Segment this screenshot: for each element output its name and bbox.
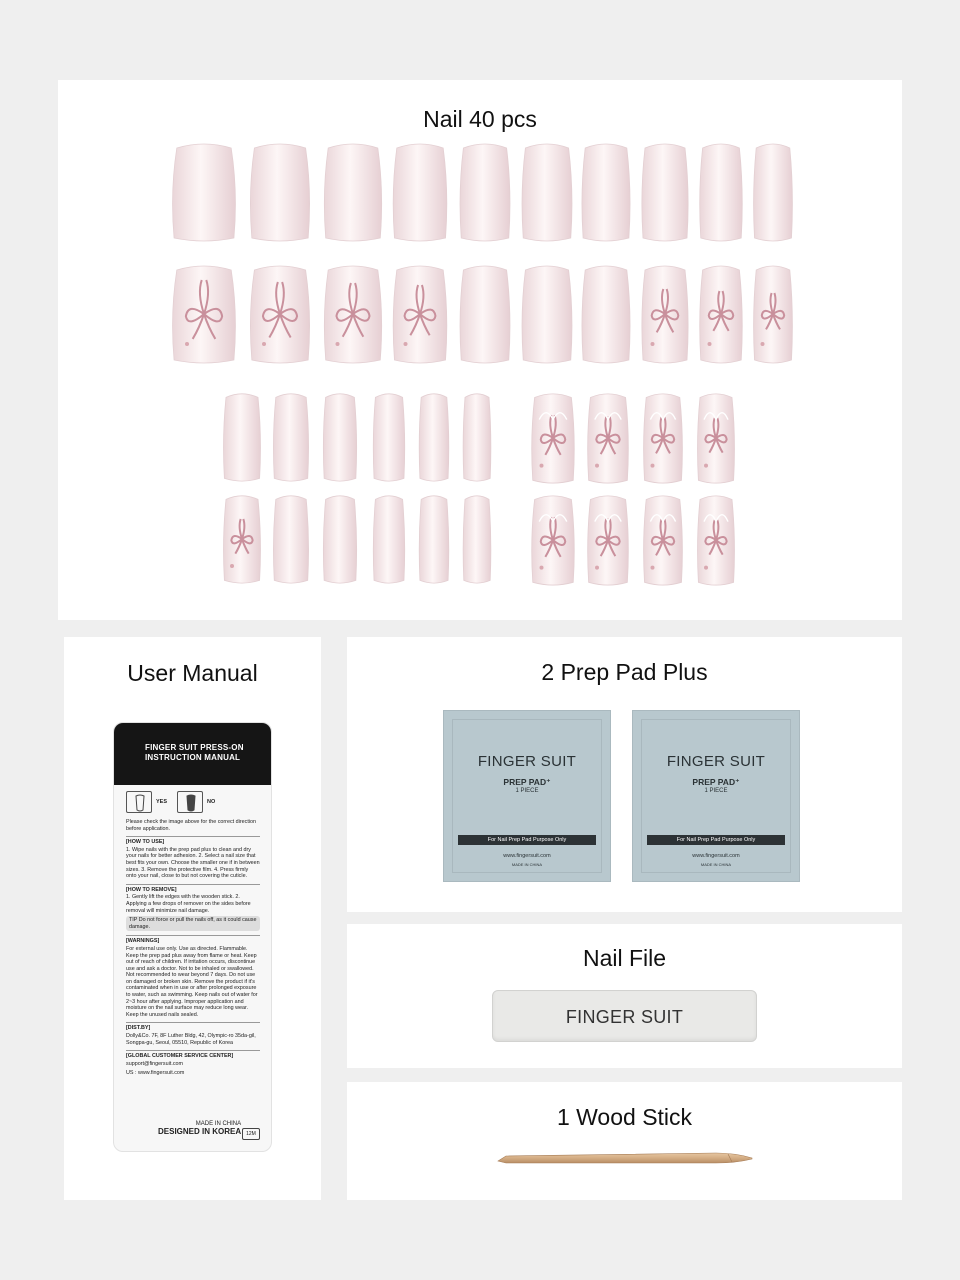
- manual-header: FINGER SUIT PRESS-ON INSTRUCTION MANUAL: [114, 723, 271, 785]
- warnings-text: For external use only. Use as directed. Flammable. Keep the prep pad plus away from flame or heat. Keep out of reach of children. If irritation occurs, discontinue use and ask a doctor. Not to be inhaled or swallowed. Not recommended to wear beyond 7 days. Do not use on damaged or broken skin. Remove the product if it's contaminated when in use or after prolonged exposure to water, such as swimming. Keep nails out of water for 2~3 hour after applying. Improper application and moisture on the nail surface may reduce long wear. Keep the unused nails sealed.: [126, 945, 258, 1018]
- press-on-nail: [418, 392, 450, 482]
- warnings-heading: [WARNINGS]: [126, 935, 260, 945]
- pad-2-seal: [641, 719, 791, 873]
- press-on-nail: [322, 142, 384, 242]
- us-text: US : www.fingersuit.com: [126, 1070, 185, 1077]
- pad-2-product: PREP PAD⁺: [692, 777, 740, 787]
- cs-heading: [GLOBAL CUSTOMER SERVICE CENTER]: [126, 1050, 260, 1060]
- press-on-nail: [391, 142, 449, 242]
- press-on-nail: [170, 142, 238, 242]
- press-on-nail: [322, 392, 358, 482]
- yes-nail-icon: [126, 791, 152, 813]
- pad-1-brand: FINGER SUIT: [477, 753, 577, 770]
- press-on-nail: [418, 494, 450, 584]
- pao-badge: 12M: [242, 1128, 260, 1140]
- press-on-nail: [248, 264, 312, 364]
- press-on-nail: [642, 392, 684, 484]
- press-on-nail: [391, 264, 449, 364]
- no-label: NO: [207, 799, 216, 805]
- cs-text: support@fingersuit.com: [126, 1060, 184, 1067]
- press-on-nail: [458, 264, 512, 364]
- prep-pad-panel: [347, 637, 902, 912]
- press-on-nail: [752, 264, 794, 364]
- wood-stick: [496, 1150, 756, 1166]
- press-on-nail: [698, 142, 744, 242]
- press-on-nail: [372, 494, 406, 584]
- press-on-nail: [640, 142, 690, 242]
- manual-title: User Manual: [127, 660, 258, 686]
- press-on-nail: [580, 264, 632, 364]
- pad-2-bar: For Nail Prep Pad Purpose Only: [647, 835, 785, 845]
- designed-in-korea: DESIGNED IN KOREA: [158, 1127, 242, 1136]
- press-on-nail: [458, 142, 512, 242]
- pad-1-bar: For Nail Prep Pad Purpose Only: [458, 835, 596, 845]
- pad-1-pieces: 1 PIECE: [515, 788, 539, 794]
- nail-file: [492, 990, 757, 1042]
- press-on-nail: [640, 264, 690, 364]
- press-on-nail: [580, 142, 632, 242]
- press-on-nail: [530, 392, 576, 484]
- nails-title: Nail 40 pcs: [423, 106, 537, 132]
- press-on-nail: [322, 494, 358, 584]
- prep-pad-2: [632, 710, 800, 882]
- pad-1-product: PREP PAD⁺: [503, 777, 551, 787]
- press-on-nail: [530, 494, 576, 586]
- manual-footer: [158, 1120, 241, 1137]
- pad-1-url: www.fingersuit.com: [503, 853, 551, 859]
- press-on-nail: [272, 494, 310, 584]
- press-on-nail: [248, 142, 312, 242]
- press-on-nail: [272, 392, 310, 482]
- pad-1-seal: [452, 719, 602, 873]
- manual-intro: Please check the image above for the correct direction before application.: [126, 819, 257, 832]
- pad-2-brand: FINGER SUIT: [666, 753, 766, 770]
- how-to-remove-text: 1. Gently lift the edges with the wooden stick. 2. Applying a few drops of remover on the sides before removal will minimize nail damage.: [126, 894, 251, 914]
- wood-stick-panel: [347, 1082, 902, 1200]
- how-to-remove-heading: [HOW TO REMOVE]: [126, 884, 260, 894]
- pad-2-url: www.fingersuit.com: [692, 853, 740, 859]
- direction-guide: [126, 791, 260, 813]
- dist-text: Dolly&Co. 7F, 8F Luther Bldg, 42, Olympic-ro 35da-gil, Songpa-gu, Seoul, 05510, Republic of Korea: [126, 1033, 256, 1046]
- press-on-nail: [586, 494, 630, 586]
- pad-2-pieces: 1 PIECE: [704, 788, 728, 794]
- how-to-use-heading: [HOW TO USE]: [126, 836, 260, 846]
- press-on-nail: [520, 264, 574, 364]
- press-on-nail: [372, 392, 406, 482]
- wood-stick-image: [496, 1150, 756, 1166]
- nail-file-title: Nail File: [582, 945, 667, 971]
- instruction-manual-card: [113, 722, 272, 1152]
- made-in-china: MADE IN CHINA: [195, 1121, 242, 1127]
- press-on-nail: [752, 142, 794, 242]
- press-on-nail: [322, 264, 384, 364]
- press-on-nail: [222, 392, 262, 482]
- press-on-nail: [698, 264, 744, 364]
- dist-heading: [DIST.BY]: [126, 1022, 260, 1032]
- press-on-nail: [642, 494, 684, 586]
- press-on-nail: [696, 494, 736, 586]
- pad-1-made: MADE IN CHINA: [511, 862, 543, 867]
- yes-label: YES: [156, 799, 168, 805]
- pad-2-made: MADE IN CHINA: [700, 862, 732, 867]
- prep-pad-1: [443, 710, 611, 882]
- press-on-nail: [170, 264, 238, 364]
- press-on-nail: [696, 392, 736, 484]
- no-nail-icon: [177, 791, 203, 813]
- press-on-nail: [586, 392, 630, 484]
- tip-text: TIP Do not force or pull the nails off, as it could cause damage.: [126, 916, 260, 931]
- how-to-use-text: 1. Wipe nails with the prep pad plus to clean and dry your nails for better adhesion. 2. Select a nail size that best fits your own. Choose the smaller one if in between sizes. 3. Remove the protective film. 4. Press firmly onto your nail, close to but not covering the cuticle.: [126, 846, 260, 880]
- wood-stick-title: 1 Wood Stick: [556, 1104, 693, 1130]
- manual-body: [114, 785, 271, 1077]
- prep-pad-title: 2 Prep Pad Plus: [541, 659, 708, 685]
- press-on-nail: [462, 494, 492, 584]
- press-on-nail: [520, 142, 574, 242]
- nail-file-brand: FINGER SUIT: [565, 1007, 684, 1027]
- press-on-nail: [222, 494, 262, 584]
- press-on-nail: [462, 392, 492, 482]
